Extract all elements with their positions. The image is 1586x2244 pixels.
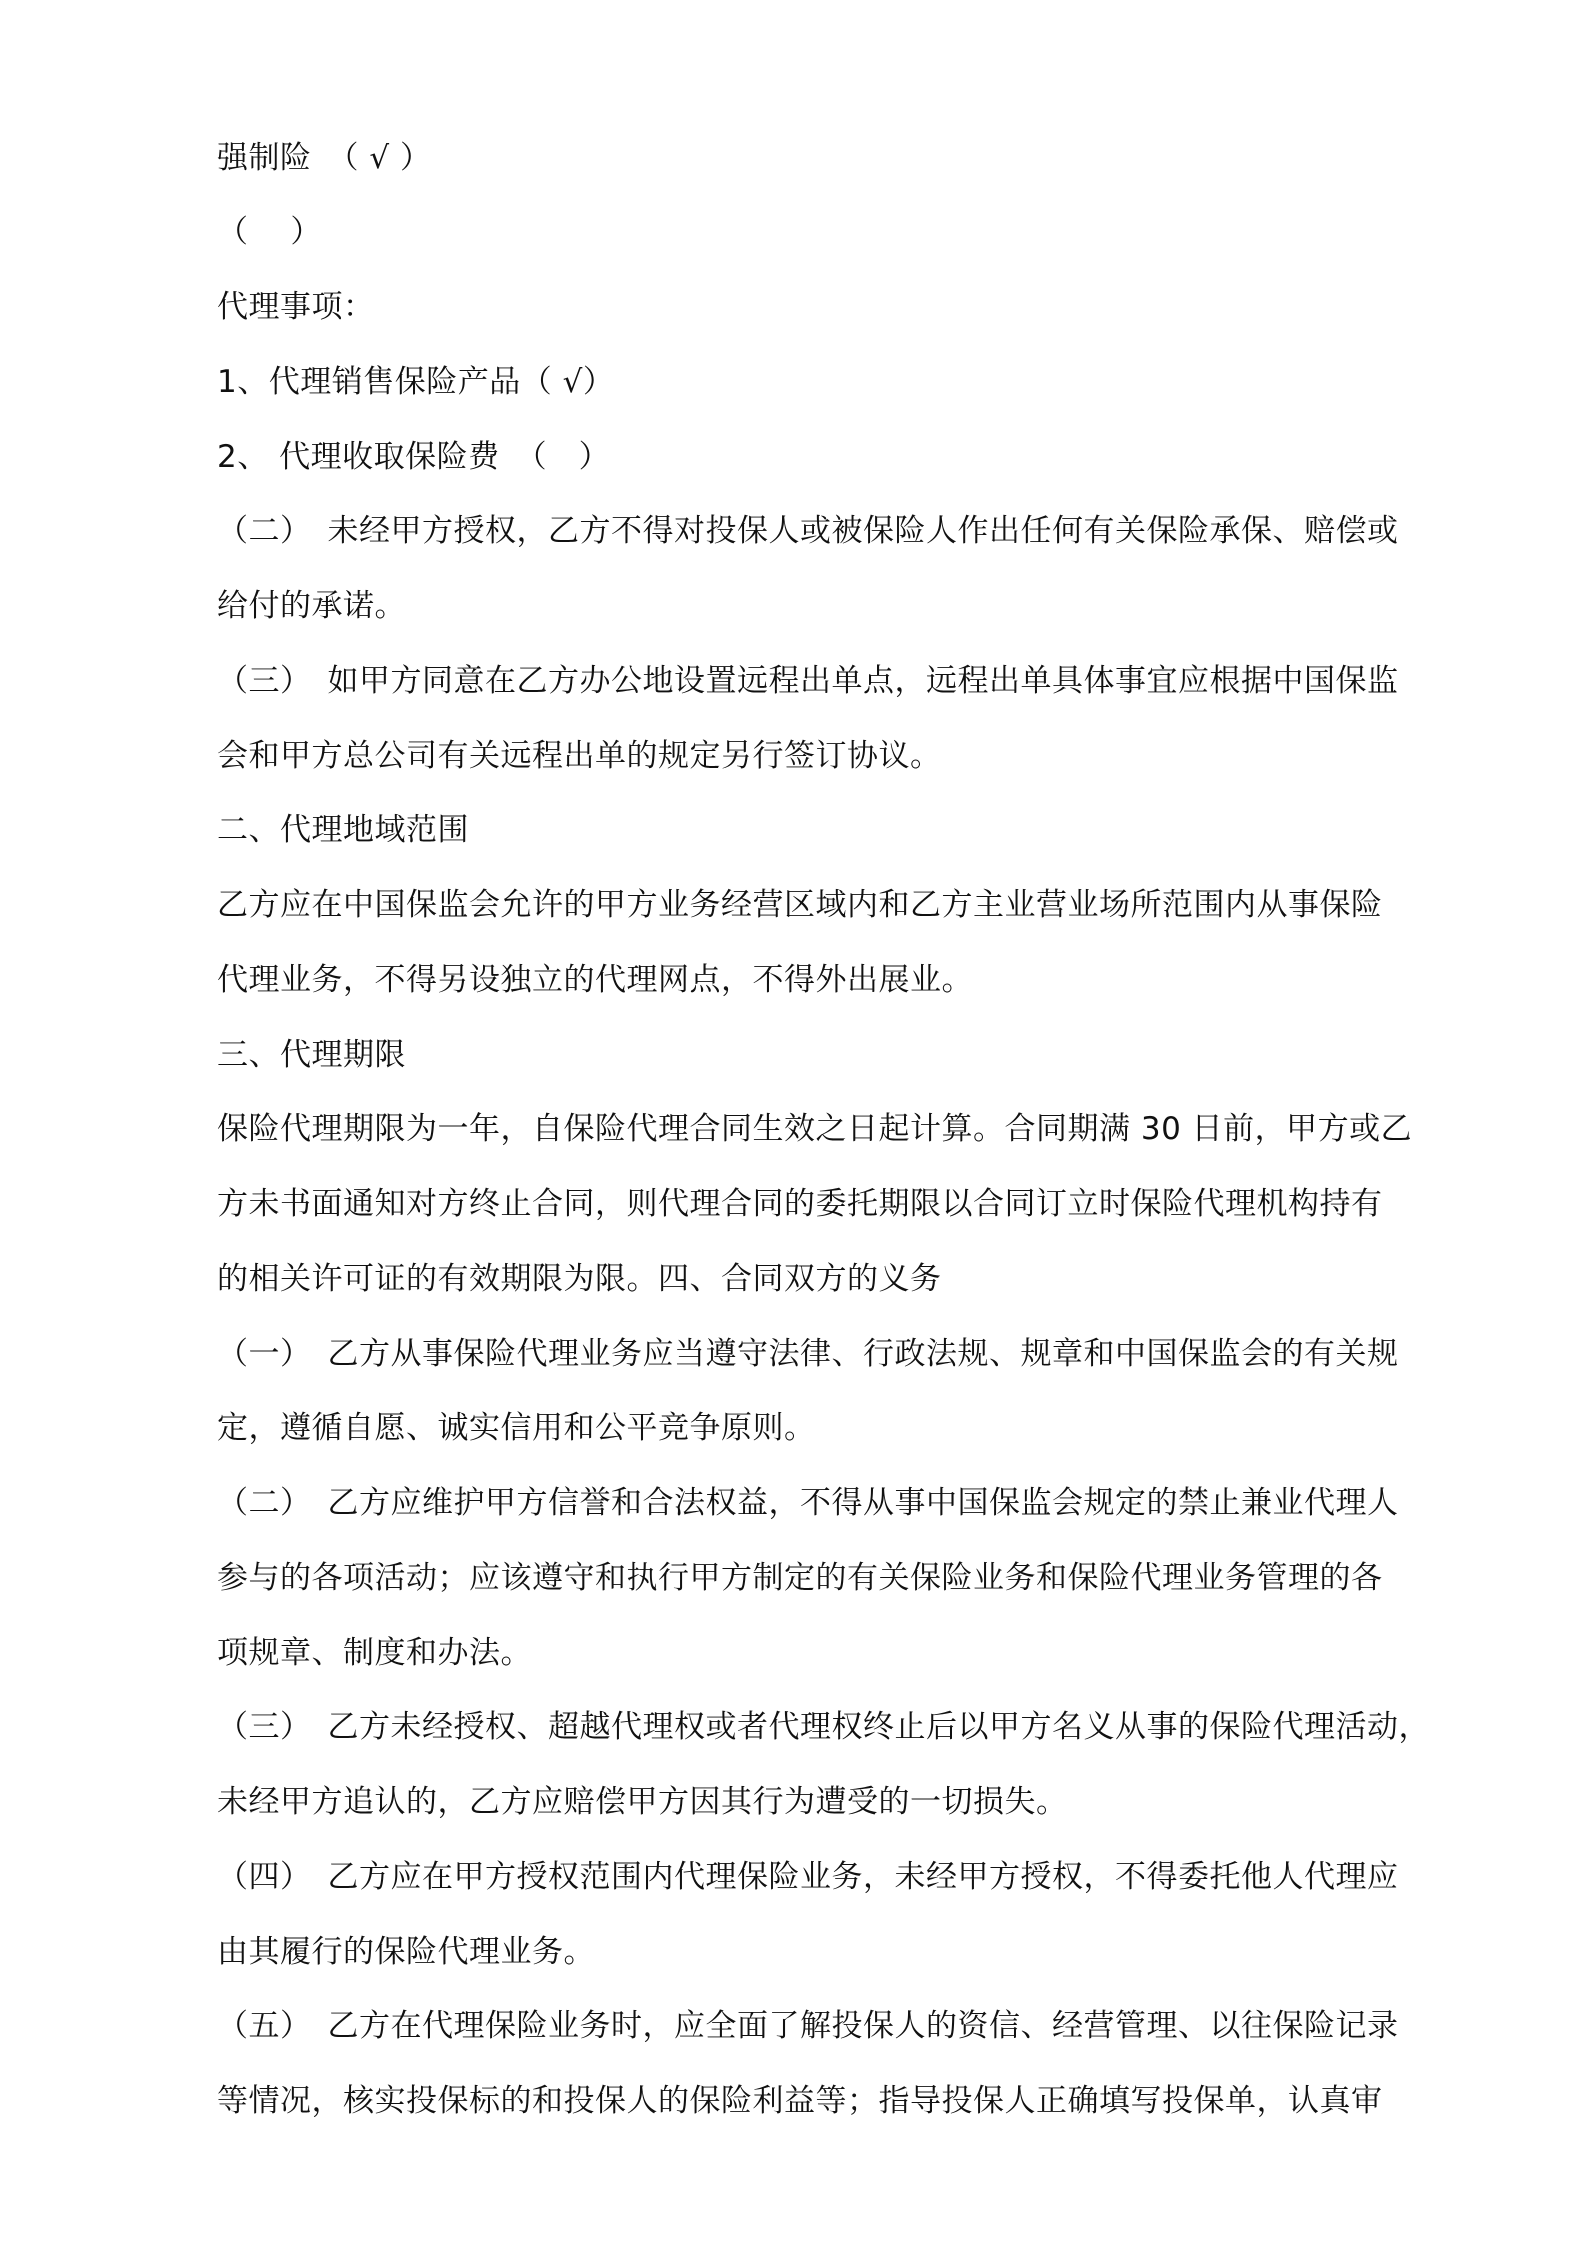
line-item-1: 1、代理销售保险产品（ √） (217, 364, 615, 400)
line-agency-matters: 代理事项： (217, 289, 375, 325)
line-duty-2-1: （二） 乙方应维护甲方信誉和合法权益，不得从事中国保监会规定的禁止兼业代理人 (217, 1485, 1399, 1521)
line-duty-5-1: （五） 乙方在代理保险业务时，应全面了解投保人的资信、经营管理、以往保险记录 (217, 2008, 1399, 2044)
line-compulsory-insurance: 强制险 （ √ ） (217, 140, 432, 176)
line-duty-1-2: 定，遵循自愿、诚实信用和公平竞争原则。 (217, 1410, 816, 1446)
line-duty-2-3: 项规章、制度和办法。 (217, 1635, 532, 1671)
line-duty-5-2: 等情况，核实投保标的和投保人的保险利益等；指导投保人正确填写投保单，认真审 (217, 2083, 1383, 2119)
line-duty-1-1: （一） 乙方从事保险代理业务应当遵守法律、行政法规、规章和中国保监会的有关规 (217, 1336, 1399, 1372)
line-heading-term: 三、代理期限 (217, 1037, 406, 1073)
line-empty-checkbox: （ ） (217, 214, 322, 250)
line-duty-2-2: 参与的各项活动；应该遵守和执行甲方制定的有关保险业务和保险代理业务管理的各 (217, 1560, 1383, 1596)
line-clause-3-2: 会和甲方总公司有关远程出单的规定另行签订协议。 (217, 738, 942, 774)
line-duty-3-2: 未经甲方追认的，乙方应赔偿甲方因其行为遭受的一切损失。 (217, 1784, 1068, 1820)
line-clause-3-1: （三） 如甲方同意在乙方办公地设置远程出单点，远程出单具体事宜应根据中国保监 (217, 663, 1399, 699)
line-term-3: 的相关许可证的有效期限为限。四、合同双方的义务 (217, 1261, 942, 1297)
line-item-2: 2、 代理收取保险费 （ ） (217, 439, 611, 475)
line-duty-4-1: （四） 乙方应在甲方授权范围内代理保险业务，未经甲方授权，不得委托他人代理应 (217, 1859, 1399, 1895)
line-duty-3-1: （三） 乙方未经授权、超越代理权或者代理权终止后以甲方名义从事的保险代理活动， (217, 1709, 1430, 1745)
line-region-1: 乙方应在中国保监会允许的甲方业务经营区域内和乙方主业营业场所范围内从事保险 (217, 887, 1383, 923)
line-region-2: 代理业务，不得另设独立的代理网点，不得外出展业。 (217, 962, 973, 998)
line-clause-2-2: 给付的承诺。 (217, 588, 406, 624)
line-clause-2-1: （二） 未经甲方授权，乙方不得对投保人或被保险人作出任何有关保险承保、赔偿或 (217, 513, 1399, 549)
line-term-2: 方未书面通知对方终止合同，则代理合同的委托期限以合同订立时保险代理机构持有 (217, 1186, 1383, 1222)
line-term-1: 保险代理期限为一年，自保险代理合同生效之日起计算。合同期满 30 日前，甲方或乙 (217, 1111, 1413, 1147)
line-heading-region: 二、代理地域范围 (217, 812, 469, 848)
line-duty-4-2: 由其履行的保险代理业务。 (217, 1934, 595, 1970)
